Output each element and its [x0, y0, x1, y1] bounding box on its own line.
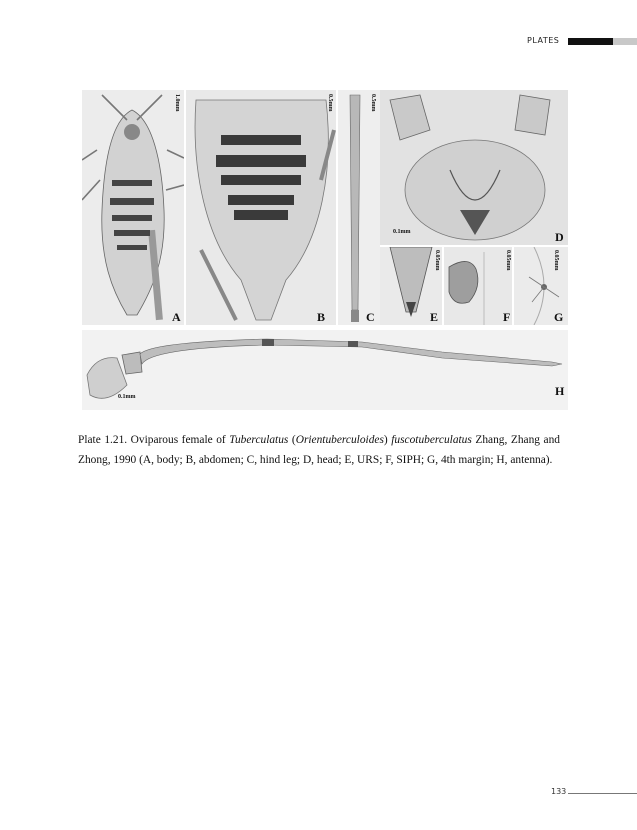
- panel-h-scale: 0.1mm: [118, 394, 136, 400]
- header-bar-dark: [568, 38, 613, 45]
- panel-f-scale: 0.05mm: [505, 250, 511, 271]
- caption-rest: Zhang, Zhang and Zhong, 1990 (A, body; B, abdomen; C, hind leg; D, head; E, URS; F, SIPH; G, 4th margin; H, antenna).: [78, 434, 560, 466]
- page-number: 133: [551, 787, 567, 796]
- plate-caption: [78, 430, 560, 470]
- panel-b-label: B: [317, 310, 326, 324]
- caption-genus: Tuberculatus: [229, 434, 289, 446]
- panel-c-hind-leg-image: [338, 90, 380, 325]
- header-bar-light: [613, 38, 637, 45]
- caption-subgenus: Orientuberculoides: [295, 434, 384, 446]
- panel-a-scale: 1.0mm: [174, 94, 180, 112]
- panel-f-label: F: [503, 310, 511, 324]
- panel-b-abdomen-image: [186, 90, 336, 325]
- panel-f-siph-image: [444, 247, 512, 325]
- caption-prefix: Plate 1.21. Oviparous female of: [78, 434, 230, 446]
- footer-rule: [568, 793, 637, 794]
- panel-h-label: H: [555, 384, 565, 398]
- panel-c-label: C: [366, 310, 375, 324]
- running-header-title: PLATES: [527, 36, 560, 45]
- panel-d-head-image: [380, 90, 568, 245]
- caption-open-paren: (: [288, 434, 296, 446]
- caption-species: fuscotuberculatus: [391, 434, 472, 446]
- panel-e-scale: 0.05mm: [434, 250, 440, 271]
- panel-h-antenna-image: [82, 330, 568, 410]
- caption-close-paren: ): [383, 434, 392, 446]
- panel-c-scale: 0.5mm: [370, 94, 376, 112]
- panel-d-scale: 0.1mm: [393, 229, 411, 235]
- panel-a-label: A: [172, 310, 181, 324]
- panel-e-label: E: [430, 310, 439, 324]
- panel-a-body-image: [82, 90, 184, 325]
- panel-g-label: G: [554, 310, 564, 324]
- panel-g-scale: 0.05mm: [553, 250, 559, 271]
- panel-d-label: D: [555, 230, 564, 244]
- panel-b-scale: 0.5mm: [327, 94, 333, 112]
